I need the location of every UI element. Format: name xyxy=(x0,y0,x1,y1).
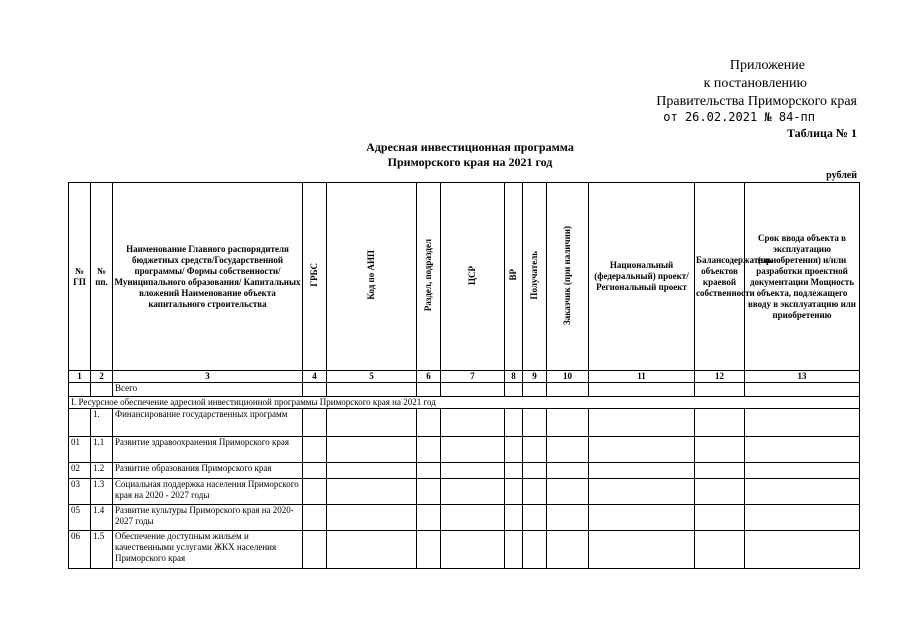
section-row xyxy=(69,397,860,409)
table-cell xyxy=(523,409,547,437)
table-cell xyxy=(505,463,523,479)
table-cell xyxy=(441,463,505,479)
column-number: 3 xyxy=(113,371,303,383)
row-pp: 1.2 xyxy=(91,463,113,479)
col-header-national-project: Национальный (федеральный) проект/Региональный проект xyxy=(589,183,695,371)
table-cell xyxy=(417,479,441,505)
table-cell xyxy=(505,409,523,437)
col-header-csr xyxy=(441,183,505,371)
column-number: 2 xyxy=(91,371,113,383)
col-header-vr xyxy=(505,183,523,371)
col-header-name: Наименование Главного распорядителя бюджетных средств/Государственной программы/ Формы собственности/ Муниципального образования/ Капитальных вложений Наименование объекта капитального строительства xyxy=(113,183,303,371)
row-name: Финансирование государственных программ xyxy=(113,409,303,437)
table-row xyxy=(69,505,860,531)
table-cell xyxy=(441,409,505,437)
col-header-grbs xyxy=(303,183,327,371)
table-cell xyxy=(523,463,547,479)
table-cell xyxy=(69,383,91,397)
table-cell xyxy=(695,463,745,479)
table-cell xyxy=(695,409,745,437)
table-cell xyxy=(441,383,505,397)
units-label: рублей xyxy=(826,170,857,181)
col-header-gp: № ГП xyxy=(69,183,91,371)
table-cell xyxy=(505,505,523,531)
table-cell xyxy=(547,437,589,463)
table-number-label: Таблица № 1 xyxy=(786,126,857,140)
government-label: Правительства Приморского края xyxy=(656,94,857,109)
row-name: Обеспечение доступным жильем и качественными услугами ЖКХ населения Приморского края xyxy=(113,531,303,569)
table-row xyxy=(69,479,860,505)
table-cell xyxy=(417,409,441,437)
table-cell xyxy=(589,531,695,569)
row-pp: 1.1 xyxy=(91,437,113,463)
table-cell xyxy=(547,409,589,437)
table-cell xyxy=(695,383,745,397)
table-cell xyxy=(523,479,547,505)
table-cell xyxy=(745,383,860,397)
table-cell xyxy=(695,479,745,505)
table-cell xyxy=(441,437,505,463)
column-number: 4 xyxy=(303,371,327,383)
table-row xyxy=(69,437,860,463)
column-number: 8 xyxy=(505,371,523,383)
row-gp: 06 xyxy=(69,531,91,569)
column-number: 1 xyxy=(69,371,91,383)
col-header-pp: № пп. xyxy=(91,183,113,371)
investment-program-table xyxy=(68,182,860,569)
column-number: 13 xyxy=(745,371,860,383)
row-name: Развитие культуры Приморского края на 2020-2027 годы xyxy=(113,505,303,531)
column-number: 6 xyxy=(417,371,441,383)
table-row xyxy=(69,409,860,437)
table-cell xyxy=(745,437,860,463)
table-cell xyxy=(745,531,860,569)
table-cell xyxy=(303,463,327,479)
col-header-recipient xyxy=(523,183,547,371)
table-cell xyxy=(441,531,505,569)
row-pp: 1.4 xyxy=(91,505,113,531)
table-cell xyxy=(695,531,745,569)
column-number: 9 xyxy=(523,371,547,383)
col-header-aip-code xyxy=(327,183,417,371)
table-cell xyxy=(589,409,695,437)
column-number: 11 xyxy=(589,371,695,383)
row-gp: 03 xyxy=(69,479,91,505)
row-gp: 01 xyxy=(69,437,91,463)
column-number-row xyxy=(69,371,860,383)
document-title-line-1: Адресная инвестиционная программа xyxy=(366,140,574,154)
table-cell xyxy=(505,383,523,397)
col-header-section-text: Раздел, подраздел xyxy=(423,238,433,312)
table-cell xyxy=(417,463,441,479)
table-cell xyxy=(303,409,327,437)
row-pp: 1.5 xyxy=(91,531,113,569)
column-number: 10 xyxy=(547,371,589,383)
table-cell xyxy=(547,531,589,569)
table-header-row xyxy=(69,183,860,371)
table-cell xyxy=(589,505,695,531)
table-cell xyxy=(523,505,547,531)
table-cell xyxy=(303,479,327,505)
col-header-recipient-text: Получатель xyxy=(529,250,539,300)
table-cell xyxy=(589,479,695,505)
row-pp: 1.3 xyxy=(91,479,113,505)
row-name: Развитие образования Приморского края xyxy=(113,463,303,479)
table-cell xyxy=(745,505,860,531)
table-cell xyxy=(417,437,441,463)
table-cell xyxy=(589,383,695,397)
table-cell xyxy=(327,505,417,531)
col-header-deadline: Срок ввода объекта в эксплуатацию (приобретения) и/или разработки проектной документации Мощность объекта, подлежащего вводу в эксплуатацию или приобретению xyxy=(745,183,860,371)
resolution-label: к постановлению xyxy=(703,76,807,91)
col-header-customer xyxy=(547,183,589,371)
col-header-csr-text: ЦСР xyxy=(467,265,477,285)
table-cell xyxy=(695,505,745,531)
table-cell xyxy=(589,463,695,479)
row-name: Социальная поддержка населения Приморского края на 2020 - 2027 годы xyxy=(113,479,303,505)
table-cell xyxy=(303,383,327,397)
table-cell xyxy=(745,463,860,479)
table-cell xyxy=(547,479,589,505)
table-cell xyxy=(303,531,327,569)
table-cell xyxy=(327,463,417,479)
column-number: 7 xyxy=(441,371,505,383)
table-cell xyxy=(523,383,547,397)
appendix-label: Приложение xyxy=(729,58,805,73)
row-pp: 1. xyxy=(91,409,113,437)
table-cell xyxy=(695,437,745,463)
row-gp xyxy=(69,409,91,437)
row-gp: 02 xyxy=(69,463,91,479)
col-header-grbs-text: ГРБС xyxy=(309,263,319,287)
table-cell xyxy=(547,463,589,479)
total-label: Всего xyxy=(113,383,303,397)
table-cell xyxy=(91,383,113,397)
table-cell xyxy=(505,437,523,463)
table-cell xyxy=(505,479,523,505)
table-cell xyxy=(441,479,505,505)
table-row xyxy=(69,463,860,479)
document-title-line-2: Приморского края на 2021 год xyxy=(387,155,553,169)
table-cell xyxy=(417,531,441,569)
row-name: Развитие здравоохранения Приморского края xyxy=(113,437,303,463)
table-cell xyxy=(303,437,327,463)
table-cell xyxy=(327,479,417,505)
table-cell xyxy=(303,505,327,531)
table-cell xyxy=(417,383,441,397)
table-cell xyxy=(547,505,589,531)
table-cell xyxy=(523,531,547,569)
table-cell xyxy=(327,437,417,463)
table-cell xyxy=(441,505,505,531)
table-cell xyxy=(327,383,417,397)
col-header-customer-text: Заказчик (при наличии) xyxy=(562,225,572,325)
table-cell xyxy=(327,409,417,437)
row-gp: 05 xyxy=(69,505,91,531)
column-number: 5 xyxy=(327,371,417,383)
table-cell xyxy=(547,383,589,397)
table-cell xyxy=(745,479,860,505)
total-row xyxy=(69,383,860,397)
col-header-aip-code-text: Код по АИП xyxy=(366,250,376,300)
column-number: 12 xyxy=(695,371,745,383)
col-header-vr-text: ВР xyxy=(508,269,518,281)
table-cell xyxy=(745,409,860,437)
table-row xyxy=(69,531,860,569)
table-cell xyxy=(327,531,417,569)
col-header-balance-holder: Балансодержатель объектов краевой собственности xyxy=(695,183,745,371)
date-number-stamp: от 26.02.2021 № 84-пп xyxy=(663,110,815,124)
section-title: I. Ресурсное обеспечение адресной инвестиционной программы Приморского края на 2021 год xyxy=(69,397,860,409)
table-cell xyxy=(589,437,695,463)
document-title xyxy=(305,140,635,170)
table-cell xyxy=(417,505,441,531)
col-header-section xyxy=(417,183,441,371)
table-cell xyxy=(523,437,547,463)
table-cell xyxy=(505,531,523,569)
